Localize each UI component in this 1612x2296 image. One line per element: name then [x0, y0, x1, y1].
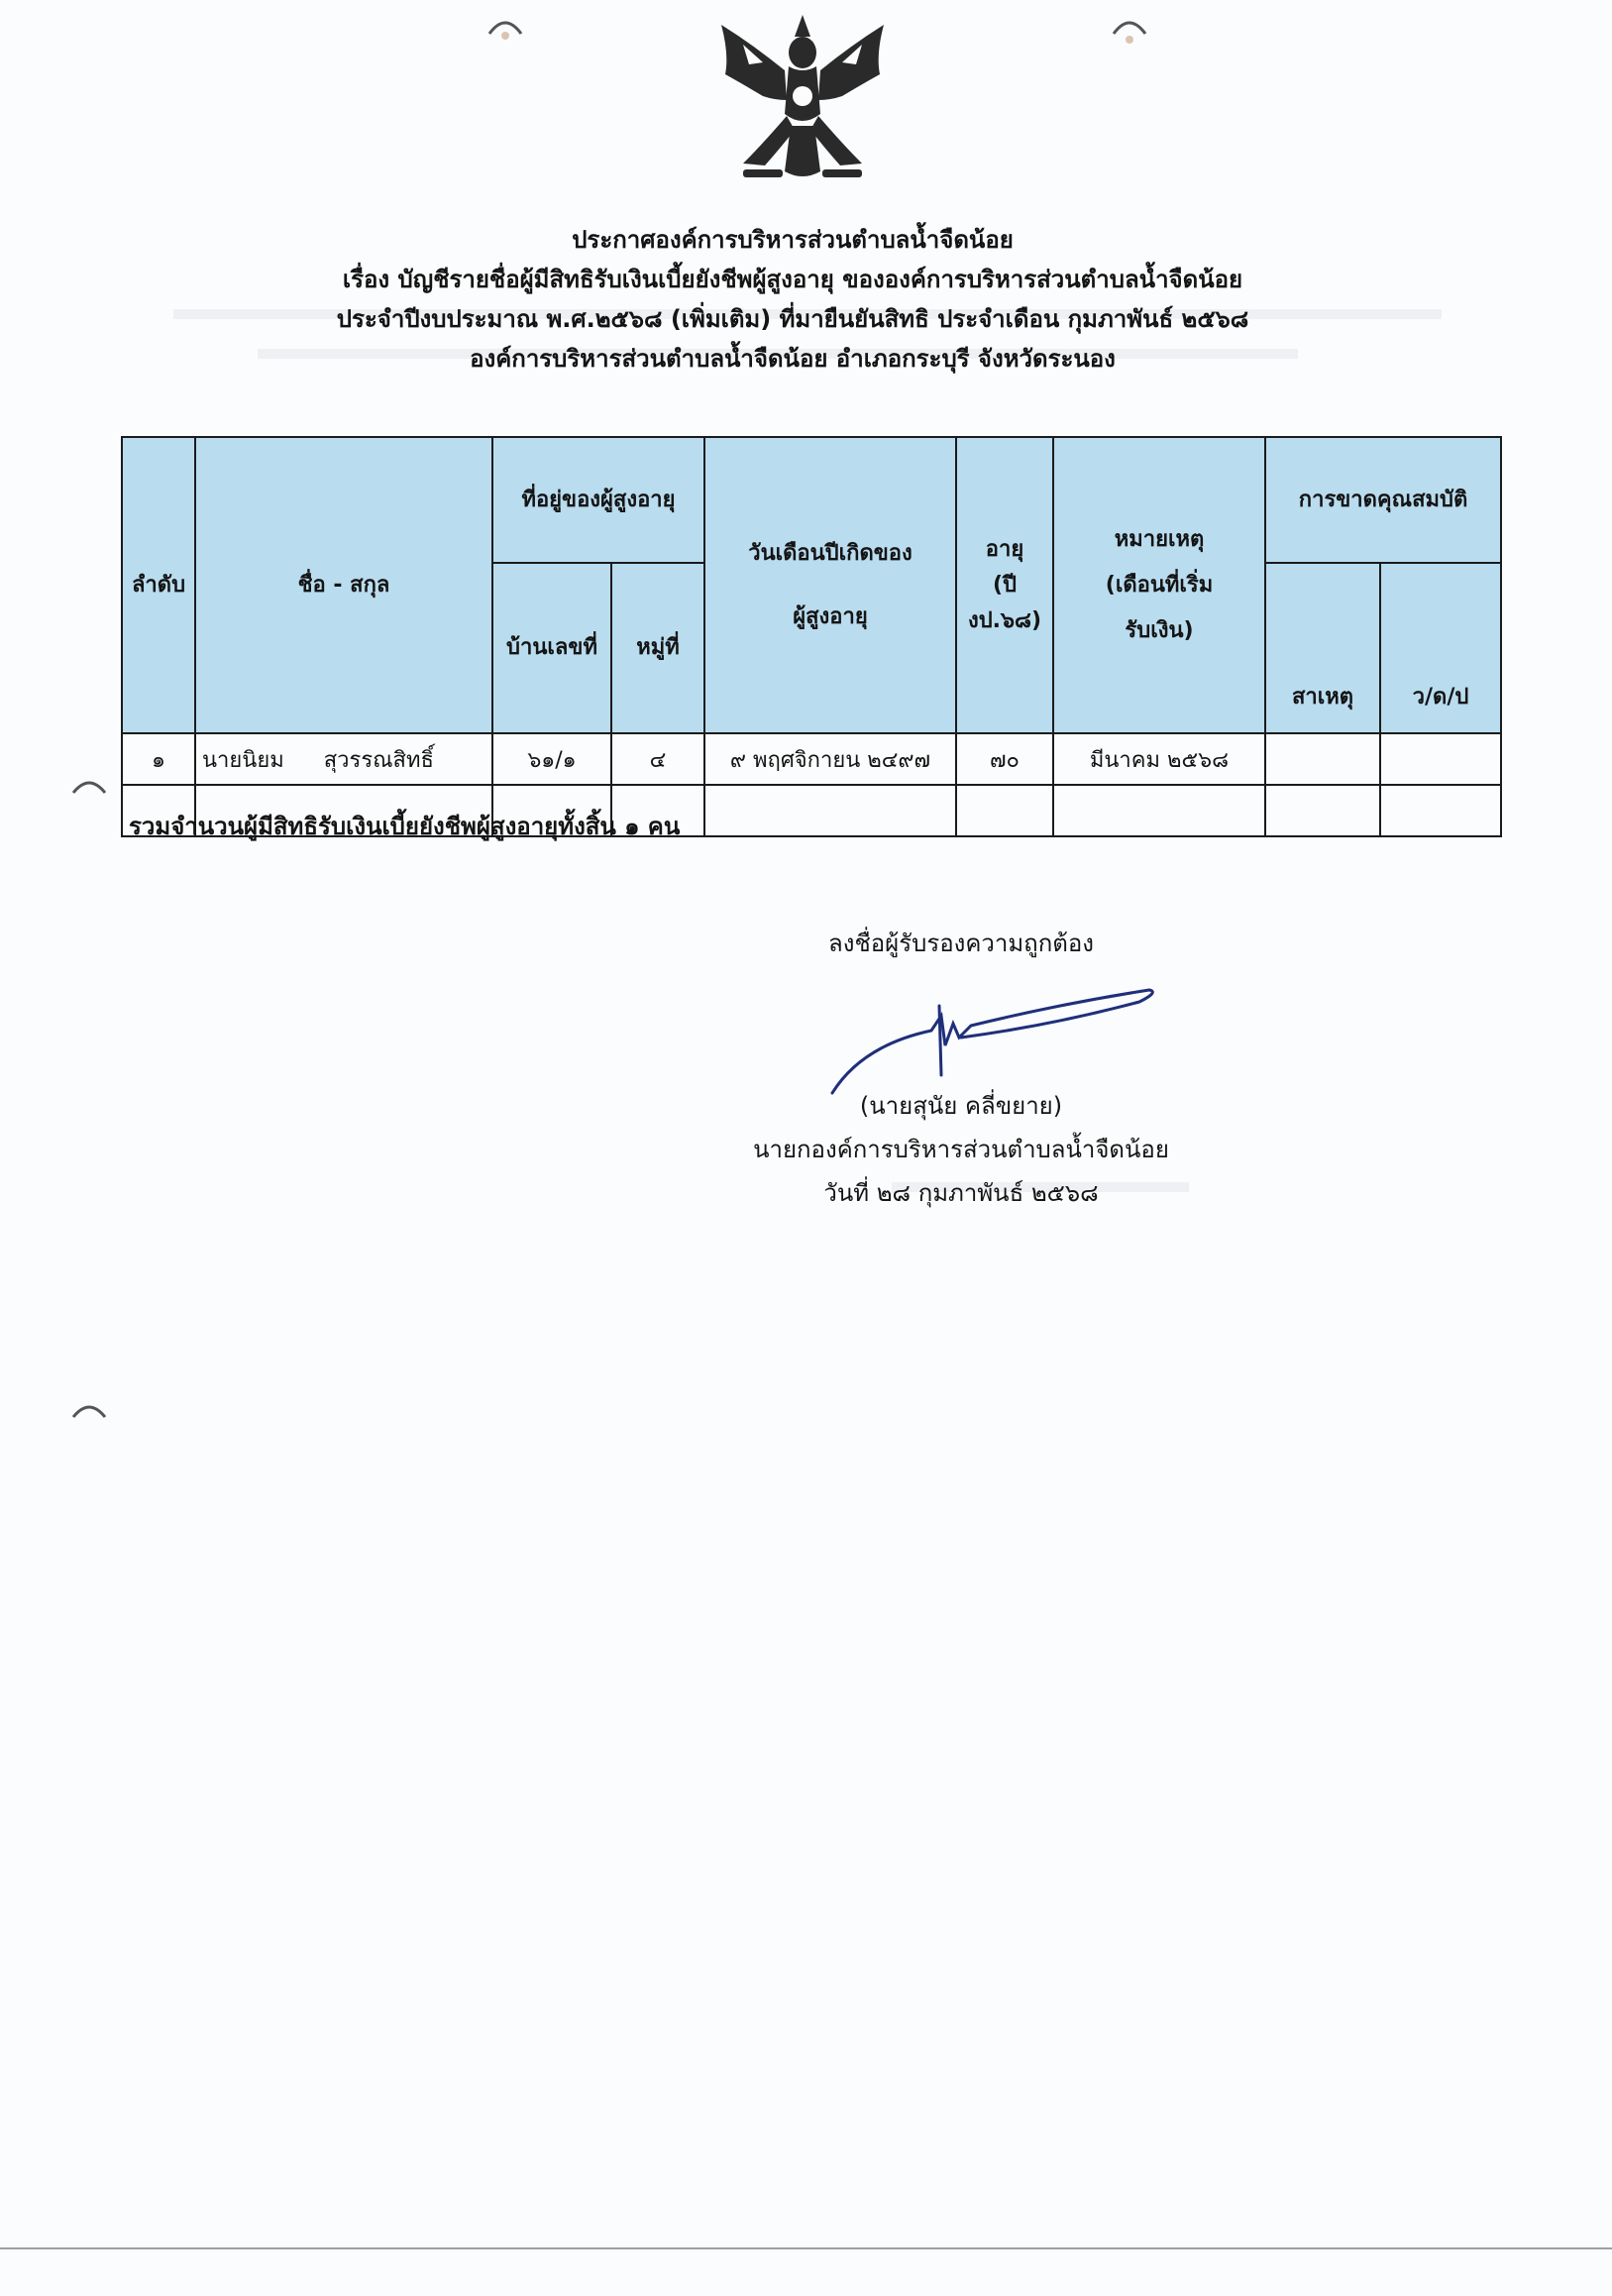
cell-order: ๑ [122, 733, 195, 785]
empty-cell [1265, 785, 1380, 836]
cell-date [1380, 733, 1501, 785]
header-remark-line-2: (เดือนที่เริ่ม [1105, 572, 1214, 598]
cell-moo: ๔ [611, 733, 704, 785]
page-bottom-edge [0, 2247, 1612, 2249]
cell-last-name: สุวรรณสิทธิ์ [323, 747, 434, 773]
punch-hole-icon [484, 6, 527, 50]
header-remark-line-3: รับเงิน) [1125, 617, 1194, 643]
header-remark [1053, 437, 1265, 733]
cell-first-name: นายนิยม [202, 747, 284, 773]
signer-position: นายกองค์การบริหารส่วนตำบลน้ำจืดน้อย [753, 1136, 1169, 1163]
header-address-group: ที่อยู่ของผู้สูงอายุ [492, 437, 704, 563]
signer-name: (นายสุนัย คลี่ขยาย) [859, 1092, 1063, 1120]
header-age [956, 437, 1053, 733]
punch-hole-icon [67, 1387, 111, 1431]
garuda-emblem-icon [703, 5, 902, 203]
empty-cell [956, 785, 1053, 836]
cell-remark: มีนาคม ๒๕๖๘ [1053, 733, 1265, 785]
header-order: ลำดับ [122, 437, 195, 733]
announcement-title [198, 220, 1387, 379]
header-disqualify-group: การขาดคุณสมบัติ [1265, 437, 1501, 563]
header-house-no: บ้านเลขที่ [492, 563, 611, 733]
header-birthdate [704, 437, 956, 733]
header-cause: สาเหตุ [1265, 563, 1380, 733]
title-line-2: เรื่อง บัญชีรายชื่อผู้มีสิทธิรับเงินเบี้ยยังชีพผู้สูงอายุ ขององค์การบริหารส่วนตำบลน้ำจืดน้อย [342, 266, 1243, 293]
cell-house-no: ๖๑/๑ [492, 733, 611, 785]
header-birthdate-line-2: ผู้สูงอายุ [793, 603, 868, 629]
header-age-line-3: งป.๖๘) [967, 607, 1042, 633]
signature-label: ลงชื่อผู้รับรองความถูกต้อง [828, 929, 1094, 957]
header-moo: หมู่ที่ [611, 563, 704, 733]
total-summary: รวมจำนวนผู้มีสิทธิรับเงินเบี้ยยังชีพผู้สูงอายุทั้งสิ้น ๑ คน [129, 813, 681, 840]
empty-cell [1053, 785, 1265, 836]
header-age-line-1: อายุ [985, 536, 1024, 562]
empty-cell [704, 785, 956, 836]
handwritten-signature-icon [822, 976, 1179, 1105]
punch-hole-icon [1108, 6, 1151, 50]
cell-age: ๗๐ [956, 733, 1053, 785]
title-line-1: ประกาศองค์การบริหารส่วนตำบลน้ำจืดน้อย [572, 226, 1014, 254]
header-birthdate-line-1: วันเดือนปีเกิดของ [748, 540, 913, 566]
header-name: ชื่อ - สกุล [195, 437, 492, 733]
table-row [122, 733, 1501, 785]
header-remark-line-1: หมายเหตุ [1114, 526, 1205, 552]
title-line-4: องค์การบริหารส่วนตำบลน้ำจืดน้อย อำเภอกระบุรี จังหวัดระนอง [470, 345, 1116, 373]
cell-name [195, 733, 492, 785]
cell-cause [1265, 733, 1380, 785]
title-line-3: ประจำปีงบประมาณ พ.ศ.๒๕๖๘ (เพิ่มเติม) ที่มายืนยันสิทธิ ประจำเดือน กุมภาพันธ์ ๒๕๖๘ [336, 305, 1249, 333]
cell-birthdate: ๙ พฤศจิกายน ๒๔๙๗ [704, 733, 956, 785]
header-date: ว/ด/ป [1380, 563, 1501, 733]
empty-cell [1380, 785, 1501, 836]
signature-date: วันที่ ๒๘ กุมภาพันธ์ ๒๕๖๘ [823, 1179, 1099, 1207]
header-age-line-2: (ปี [992, 572, 1018, 598]
punch-hole-icon [67, 763, 111, 807]
beneficiary-table [121, 436, 1502, 837]
